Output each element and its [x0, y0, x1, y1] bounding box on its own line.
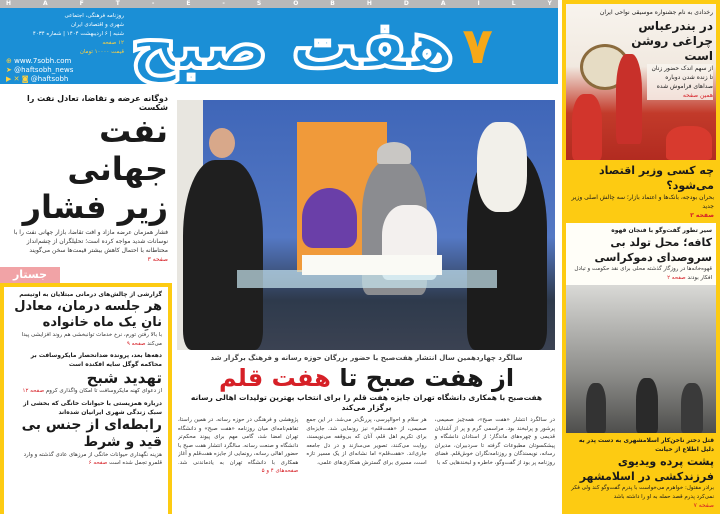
section-label: جستار	[0, 267, 60, 283]
headline: رابطه‌ای از جنس بی قید و شرط	[21, 416, 162, 450]
body-column: پژوهشی و فرهنگی در حوزه رسانه. در همین راستا، تفاهم‌نامه‌ای میان روزنامه «هفت صبح» و دانشگاه تهران امضا شد، گامی مهم برای پیوند محکم‌تر دانشگاه و صنعت رسانه. سالگرد انتشار هفت صبح با حضور اهالی رسانه، رونمایی از جایزه هفت‌قلم و آغاز همکاری با دانشگاه تهران به یادماندنی شد. صفحه‌های ۴ و ۵	[178, 417, 299, 474]
kicker: دهه‌ها بعد، پرونده ضدانحصار مایکروسافت بر محاکمه گوگل سایه افکنده است	[30, 352, 162, 368]
page-ref[interactable]: همین صفحه	[682, 92, 713, 99]
page-count: ۱۲ صفحه	[102, 40, 124, 46]
page-ref[interactable]: صفحه ۲	[667, 274, 686, 281]
news-item[interactable]	[10, 290, 162, 348]
strip-letter: -	[222, 0, 225, 7]
body-text: از دعوای کهنه مایکروسافت تا امکان واگذاری کروم صفحه ۱۲	[22, 388, 162, 394]
strip-letter: Y	[547, 0, 552, 7]
page-ref[interactable]: صفحه ۶	[88, 460, 108, 466]
crime-story[interactable]	[566, 433, 716, 510]
headline: کافه؛ محل تولد بی سروصدای دموکراسی	[594, 236, 712, 264]
headline-black: از هفت صبح تا	[339, 364, 515, 392]
left-column	[0, 94, 172, 514]
news-item[interactable]	[10, 399, 162, 468]
tagline: شهری و اقتصادی ایران	[70, 22, 124, 28]
body-text: قهوه‌خانه‌ها در روزگار گذشته محلی برای نقد حکومت و تبادل افکار بودند صفحه ۲	[574, 266, 712, 281]
strip-letter: F	[79, 0, 84, 7]
body-text: با بالا رفتن تورم، نرخ خدمات توانبخشی هم روند افزایشی پیدا می‌کند صفحه ۹	[21, 332, 162, 347]
cafe-story[interactable]	[566, 223, 716, 285]
globe-icon: ⊕	[6, 57, 12, 65]
center-story	[178, 353, 555, 514]
main-photo-anniversary-ceremony	[177, 100, 555, 350]
econ-story[interactable]	[566, 160, 716, 223]
page-ref[interactable]: صفحه ۷	[693, 502, 714, 509]
strip-letter: H	[6, 0, 12, 7]
news-item[interactable]	[10, 351, 162, 396]
body-text: هزینه نگهداری حیوانات خانگی از مرزهای عادی گذشته و وارد قلمرو تجمل شده است صفحه ۶	[23, 451, 162, 466]
feature-story[interactable]	[569, 8, 713, 100]
lead-story-oil	[0, 94, 172, 264]
kicker: قتل دختر ناخن‌کار اسلامشهری به دست پدر به دلیل اطلاع از خیانت	[578, 437, 714, 453]
headline-red: هفت قلم	[218, 364, 331, 392]
logo: هفت صبح	[130, 8, 455, 84]
photo-historic-cafe	[566, 285, 716, 433]
body-column: در سالگرد انتشار «هفت صبح»، همه‌چیز صمیمی، پرشور و پرلبخند بود. مراسمی گرم و پر از آشنایان قدیمی و چهره‌های ماندگار؛ از استادان دانشگاه و پیشکسوتان مطبوعات گرفته تا سردبیران، مدیران رسانه، نویسندگان و روزنامه‌نگاران خوش‌قلم. فضای روزنامه پر بود از گفت‌وگو، خاطره و لبخندهایی که با	[434, 417, 555, 466]
page-ref[interactable]: صفحه ۳	[690, 212, 714, 219]
issue-line: شنبه | ۶ اردیبهشت ۱۴۰۴ | شماره ۴۰۳۴	[32, 31, 124, 37]
body-text: از سهم اندک حضور زنان تا زنده شدن دوباره صداهای فراموش شده همین صفحه	[647, 64, 713, 100]
headline: نفت جهانی	[67, 112, 168, 188]
body-text: فشار همزمان عرضه مازاد و افت تقاضا، بازار جهانی نفت را با نوسانات شدید مواجه کرده است؛ تحلیلگران از چشم‌انداز محتاطانه با احتمال کاهش بیشتر قیمت‌ها سخن می‌گویند	[13, 229, 168, 254]
strip-letter: L	[511, 0, 516, 7]
body-columns	[178, 416, 555, 476]
masthead	[0, 8, 558, 84]
strip-letter: T	[115, 0, 120, 7]
photo-music-festival	[566, 4, 716, 160]
left-news-box	[0, 283, 172, 514]
page-ref[interactable]: صفحه ۹	[126, 340, 146, 347]
page-ref[interactable]: صفحه ۳	[147, 256, 168, 263]
headline: تهدید شبح	[86, 369, 162, 387]
page-ref[interactable]: صفحه‌های ۴ و ۵	[261, 468, 299, 474]
strip-letter: A	[440, 0, 446, 7]
headline: پشت پرده ویدیوی فرزندکشی در اسلامشهر	[579, 455, 714, 483]
website-link[interactable]	[6, 57, 124, 66]
kicker: سیر تطور گفت‌وگو با فنجان قهوه	[611, 227, 712, 234]
body-text: برادر مقتول: خواهرم می‌خواست با پدرم گفت‌وگو کند ولی فکر نمی‌کرد پدرم قصد حمله به او را داشته باشد	[571, 485, 714, 500]
right-column	[562, 0, 720, 514]
strip-letter: O	[293, 0, 299, 7]
body-text: بحران بودجه، بانک‌ها و اعتماد بازار؛ سه چالش اصلی وزیر جدید	[571, 194, 714, 210]
headline	[178, 363, 555, 393]
kicker: گزارشی از چالش‌های درمانی مبتلایان به اوتیسم	[19, 291, 162, 298]
social-link[interactable]	[6, 75, 124, 84]
headline: هر جلسه درمان، معادل نانِ یک ماه خانواده	[14, 299, 162, 330]
strip-letter: H	[366, 0, 372, 7]
social-icons: ▶ ✕ ◙	[6, 75, 29, 83]
tagline: روزنامه فرهنگی، اجتماعی	[64, 13, 124, 19]
strip-letter: B	[330, 0, 335, 7]
kicker: درباره همزیستی با حیوانات خانگی که بخشی از سبک زندگی شهری ایرانیان شده‌اند	[23, 399, 162, 416]
headline: زیر فشار	[22, 188, 168, 226]
strip-letter: -	[151, 0, 155, 7]
logo-number: ۷	[462, 17, 493, 75]
subhead: هفت‌صبح با همکاری دانشگاه تهران جایزه هفت قلم را برای انتخاب بهترین تولیدات اهالی رسانه برگزار می‌کند	[190, 393, 543, 412]
website-text: www.7sobh.com	[14, 57, 72, 65]
telegram-text: @haftsobh_news	[14, 66, 74, 74]
masthead-info	[6, 12, 124, 84]
social-text: @haftsobh	[30, 75, 69, 83]
kicker: سالگرد چهاردهمین سال انتشار هفت‌صبح با حضور بزرگان حوزه رسانه و فرهنگ برگزار شد	[210, 354, 523, 362]
strip-letter: A	[43, 0, 48, 7]
body-column: هر سلام و احوالپرسی، پررنگ‌تر می‌شد. در این جمع صمیمی، از «هفت‌قلم» نیز رونمایی شد. جایزه‌ای برای تکریم اهل قلم، آنان که بی‌وقفه می‌نویسند، روایت می‌کنند، تصویر می‌سازند و در دل جامعه جاری‌اند. «هفت‌قلم» اما نشانه‌ای از یک مسیر تازه است، مسیری برای گسترش همکاری‌های علمی،	[306, 417, 427, 466]
strip-letter: I	[477, 0, 480, 7]
strip-letter: E	[186, 0, 191, 7]
strip-letter: S	[256, 0, 262, 7]
headline: چه کسی وزیر اقتصاد می‌شود؟	[598, 164, 714, 192]
strip-letter: D	[403, 0, 409, 7]
kicker: دوگانه عرضه و تقاضا، تعادل نفت را شکست	[27, 94, 168, 112]
telegram-icon: ➤	[6, 66, 12, 74]
masthead-strip	[0, 0, 558, 8]
logo-group	[130, 8, 550, 84]
headline: در بندرعباس چراغی روشن است	[631, 19, 713, 63]
page-ref[interactable]: صفحه ۱۲	[22, 388, 45, 394]
telegram-link[interactable]	[6, 66, 124, 75]
kicker: رخدادی به نام جشنواره موسیقی نواحی ایران	[599, 9, 713, 16]
price: قیمت ۱۰۰۰۰ تومان	[79, 49, 124, 55]
